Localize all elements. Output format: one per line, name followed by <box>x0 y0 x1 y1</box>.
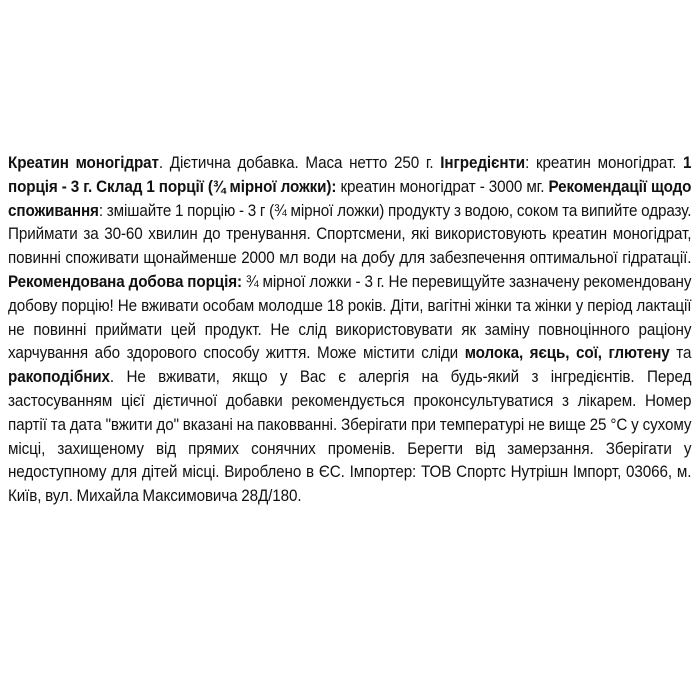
closing-text: . Не вживати, якщо у Вас є алергія на будь-який з інгредієнтів. Перед застосуванням цієї дієтичної добавки рекомендується проконсультуватися з лікарем. Номер партії та дата "вжити до" вказані на паковванні. Зберігати при температурі не вище 25 °C у сухому місці, захищеному від прямих сонячних променів. Берегти від замерзання. Зберігати у недоступному для дітей місці. Вироблено в ЄС. Імпортер: ТОВ Спортс Нутрішн Імпорт, 03066, м. Київ, вул. Михайла Максимовича 28Д/180. <box>8 368 692 506</box>
intro-text: . Дієтична добавка. Маса нетто 250 г. <box>158 154 441 172</box>
serving-text: креатин моногідрат - 3000 мг. <box>336 177 549 196</box>
product-label-text <box>8 152 691 509</box>
ingredients-text: : креатин моногідрат. <box>525 154 684 172</box>
daily-serving-heading: Рекомендована добова порція: <box>8 272 242 291</box>
usage-text: : змішайте 1 порцію - 3 г (¾ мірної ложки) продукту з водою, соком та випийте одразу. Приймати за 30-60 хвилин до тренування. Спортсмени, які використовують креатин моногідрат, повинні споживати щонайменше 2000 мл води на добу для забезпечення оптимальної гідратації. <box>8 201 692 268</box>
allergen-milk-eggs-soy-gluten: молока, яєць, сої, глютену <box>464 344 670 363</box>
product-name: Креатин моногідрат <box>8 154 159 172</box>
usage-heading: Рекомендації щодо споживання <box>8 177 692 220</box>
allergen-join: та <box>669 344 692 363</box>
allergen-crustaceans: ракоподібних <box>8 368 110 387</box>
daily-serving-text: ¾ мірної ложки - 3 г. Не перевищуйте зазначену рекомендовану добову порцію! Не вживати особам молодше 18 років. Діти, вагітні жінки та жінки у період лактації не повинні приймати цей продукт. Не слід використовувати як заміну повноцінного раціону харчування або здорового способу життя. Може містити сліди <box>8 272 692 363</box>
serving-heading: 1 порція - 3 г. Склад 1 порції (¾ мірної ложки): <box>8 154 692 196</box>
ingredients-heading: Інгредієнти <box>440 154 526 172</box>
